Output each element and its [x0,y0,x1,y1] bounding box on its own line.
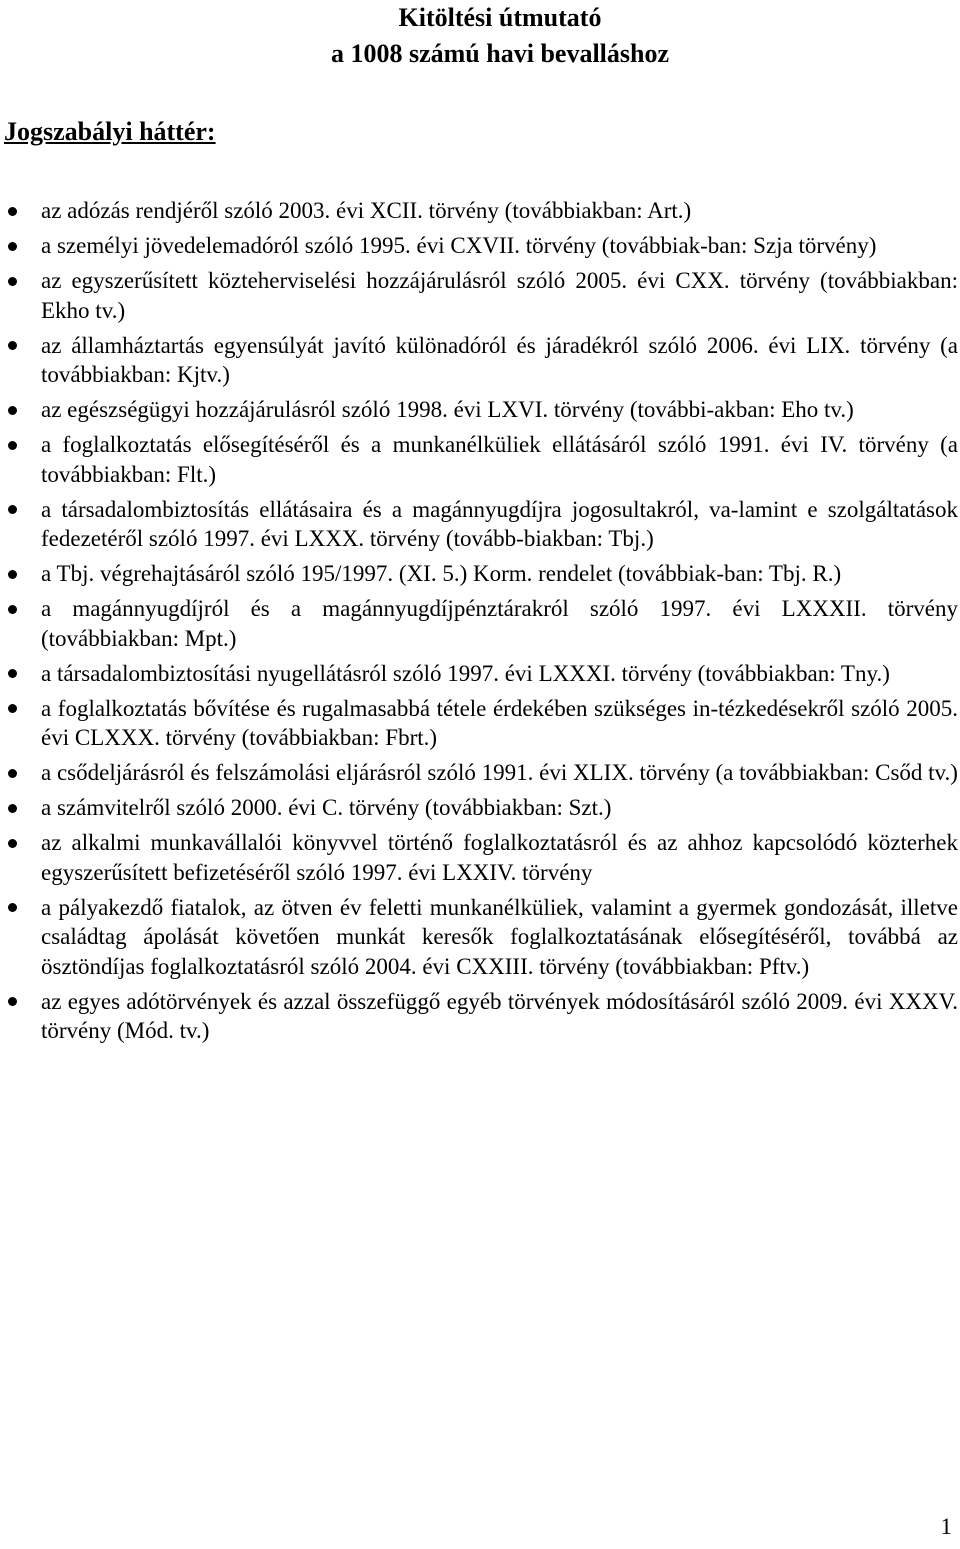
law-item-text: a pályakezdő fiatalok, az ötven év feletti munkanélküliek, valamint a gyermek gondozását, illetve családtag ápolását követően munkát keresők foglalkoztatásának elősegítéséről, továbbá az ösztöndíjas foglalkoztatásról szóló 2004. évi CXXIII. törvény (továbbiakban: Pftv.) [41,894,958,979]
law-item-text: a foglalkoztatás elősegítéséről és a munkanélküliek ellátásáról szóló 1991. évi IV. törvény (a továbbiakban: Flt.) [41,432,958,487]
bullet-icon [8,769,17,778]
law-list [0,196,960,1051]
law-item-text: a számvitelről szóló 2000. évi C. törvény (továbbiakban: Szt.) [41,795,612,820]
section-heading: Jogszabályi háttér: [4,117,216,146]
document-header [0,0,960,70]
law-item [0,196,960,226]
bullet-icon [8,997,17,1006]
law-item [0,395,960,425]
law-item [0,793,960,823]
document-subtitle: a 1008 számú havi bevalláshoz [330,39,670,68]
bullet-icon [8,839,17,848]
law-item [0,659,960,689]
bullet-icon [8,341,17,350]
law-item-text: a személyi jövedelemadóról szóló 1995. évi CXVII. törvény (továbbiak-ban: Szja törvény) [41,233,877,258]
law-item [0,495,960,554]
bullet-icon [8,570,17,579]
law-item-text: a foglalkoztatás bővítése és rugalmasabbá tétele érdekében szükséges in-tézkedésekről szóló 2005. évi CLXXX. törvény (továbbiakban: Fbrt.) [41,695,958,750]
bullet-icon [8,441,17,450]
law-item [0,828,960,887]
bullet-icon [8,704,17,713]
law-item-text: az egészségügyi hozzájárulásról szóló 1998. évi LXVI. törvény (további-akban: Eho tv.) [41,397,854,422]
bullet-icon [8,605,17,614]
law-item [0,559,960,589]
law-item-text: a magánnyugdíjról és a magánnyugdíjpénztárakról szóló 1997. évi LXXXII. törvény (továbbiakban: Mpt.) [41,596,958,651]
law-item-text: az államháztartás egyensúlyát javító különadóról és járadékról szóló 2006. évi LIX. törvény (a továbbiakban: Kjtv.) [41,332,958,387]
law-item [0,266,960,325]
bullet-icon [8,277,17,286]
law-item [0,231,960,261]
law-item [0,893,960,982]
law-item-text: a társadalombiztosítási nyugellátásról szóló 1997. évi LXXXI. törvény (továbbiakban: Tny.) [41,660,890,686]
law-item-text: az egyszerűsített közteherviselési hozzájárulásról szóló 2005. évi CXX. törvény (továbbiakban: Ekho tv.) [41,268,958,323]
law-item [0,331,960,390]
document-title: Kitöltési útmutató [398,3,602,32]
bullet-icon [8,505,17,514]
law-item-text: a Tbj. végrehajtásáról szóló 195/1997. (XI. 5.) Korm. rendelet (továbbiak-ban: Tbj. R.) [41,561,842,586]
law-item-text: az adózás rendjéről szóló 2003. évi XCII. törvény (továbbiakban: Art.) [41,198,692,223]
bullet-icon [8,669,17,678]
law-item-text: a társadalombiztosítás ellátásaira és a magánnyugdíjra jogosultakról, va-lamint e szolgáltatások fedezetéről szóló 1997. évi LXXX. törvény (tovább-biakban: Tbj.) [41,496,958,551]
bullet-icon [8,207,17,216]
law-item-text: az egyes adótörvények és azzal összefüggő egyéb törvények módosításáról szóló 2009. évi XXXV. törvény (Mód. tv.) [41,988,958,1043]
law-item-text: az alkalmi munkavállalói könyvvel történő foglalkoztatásról és az ahhoz kapcsolódó közterhek egyszerűsített befizetéséről szóló 1997. évi LXXIV. törvény [41,830,958,885]
law-item-text: a csődeljárásról és felszámolási eljárásról szóló 1991. évi XLIX. törvény (a továbbiakban: Csőd tv.) [41,760,958,785]
law-item [0,430,960,489]
law-item [0,694,960,753]
page-number: 1 [940,1514,952,1539]
bullet-icon [8,903,17,912]
bullet-icon [8,242,17,251]
law-item [0,594,960,653]
bullet-icon [8,804,17,813]
bullet-icon [8,406,17,415]
law-item [0,758,960,788]
law-item [0,987,960,1046]
